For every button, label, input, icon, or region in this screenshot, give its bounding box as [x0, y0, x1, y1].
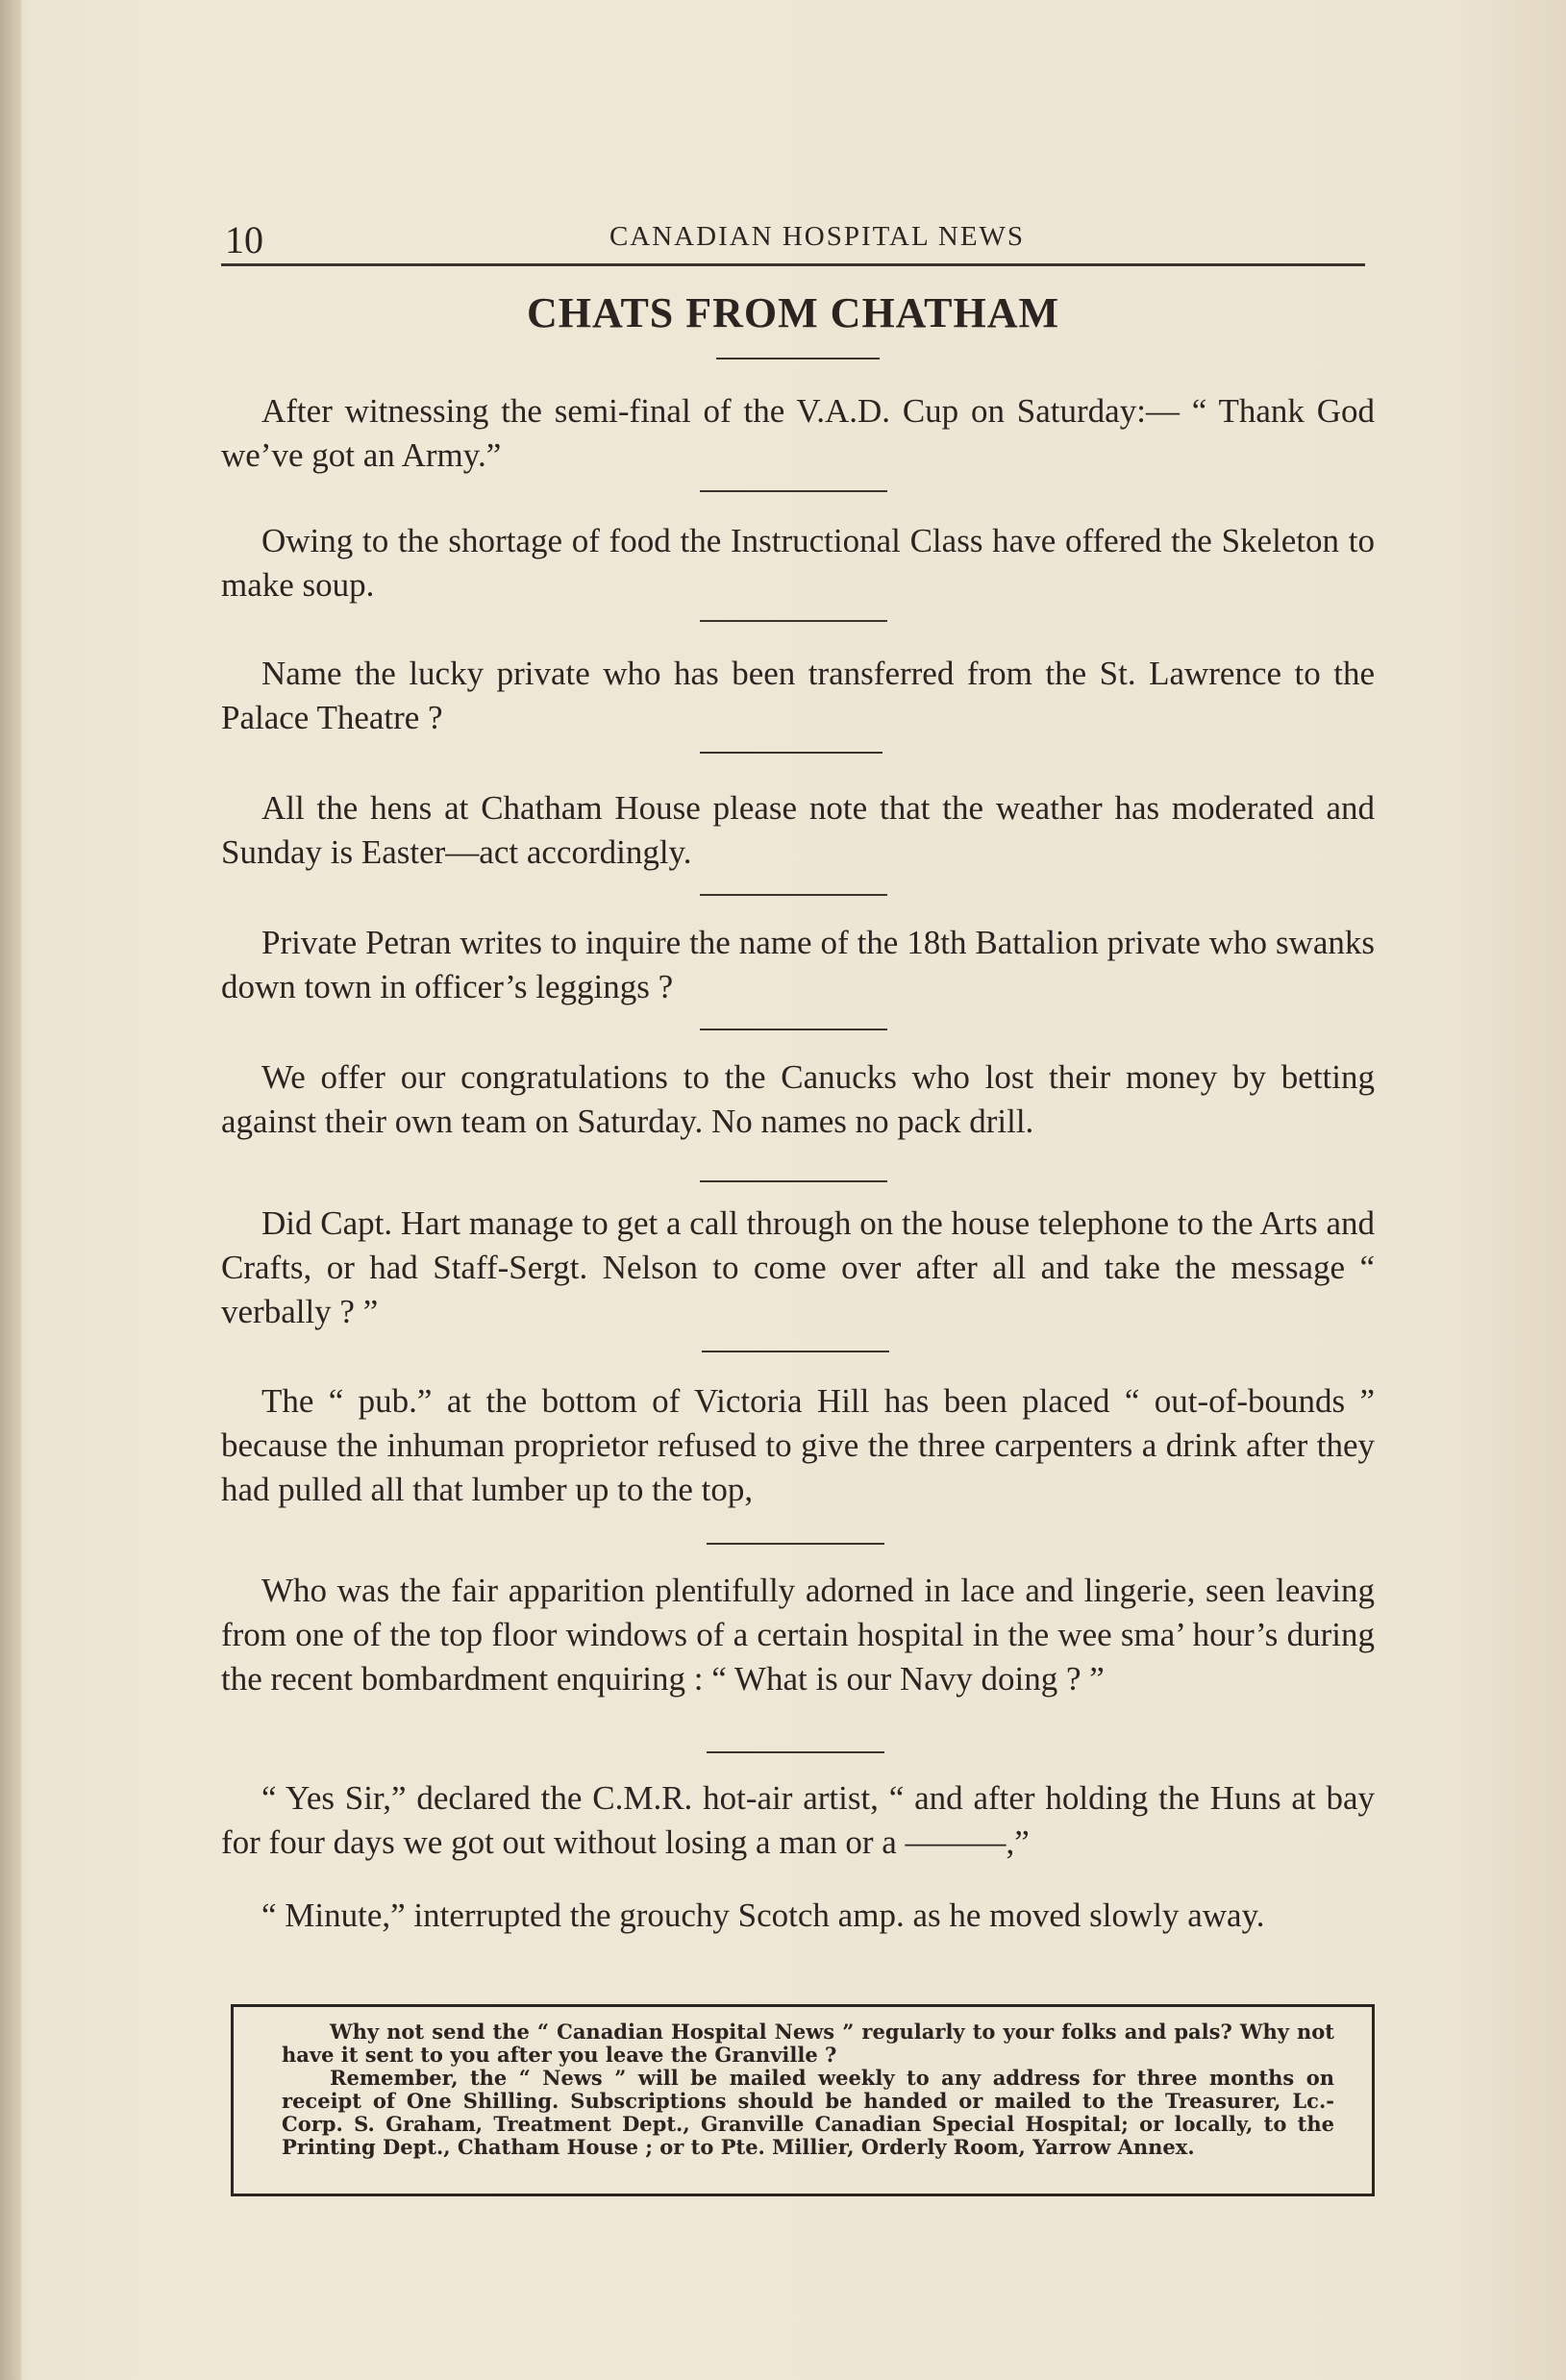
- paragraph: The “ pub.” at the bottom of Victoria Hill has been placed “ out-of-bounds ” because the inhuman proprietor refused to give the three carpenters a drink after they had pulled all that lumber up to the top,: [221, 1382, 1375, 1508]
- paragraph: Who was the fair apparition plentifully adorned in lace and lingerie, seen leaving from one of the top floor windows of a certain hospital in the wee sma’ hour’s during the recent bombardment enquiring : “ What is our Navy doing ? ”: [221, 1572, 1375, 1698]
- paragraph: All the hens at Chatham House please note that the weather has moderated and Sunday is Easter—act accordingly.: [221, 789, 1375, 871]
- subscription-notice-box: [231, 2004, 1375, 2196]
- paragraph: Name the lucky private who has been transferred from the St. Lawrence to the Palace Theatre ?: [221, 655, 1375, 736]
- divider-rule: [700, 752, 882, 754]
- notice-line: Why not send the “ Canadian Hospital News ” regularly to your folks and pals? Why not have it sent to you after you leave the Granville ?: [282, 2020, 1334, 2067]
- paragraph: “ Minute,” interrupted the grouchy Scotch amp. as he moved slowly away.: [261, 1897, 1265, 1934]
- divider-rule: [700, 490, 887, 492]
- divider-rule: [700, 1180, 887, 1182]
- paragraph: After witnessing the semi-final of the V.A.D. Cup on Saturday:— “ Thank God we’ve got an Army.”: [221, 392, 1375, 474]
- paragraph: Owing to the shortage of food the Instructional Class have offered the Skeleton to make soup.: [221, 522, 1375, 604]
- title-rule: [716, 358, 880, 359]
- page-header: [221, 210, 1365, 266]
- paragraph: We offer our congratulations to the Canucks who lost their money by betting against their own team on Saturday. No names no pack drill.: [221, 1058, 1375, 1140]
- paragraph: “ Yes Sir,” declared the C.M.R. hot-air artist, “ and after holding the Huns at bay for four days we got out without losing a man or a ———,”: [221, 1779, 1375, 1861]
- divider-rule: [700, 1029, 887, 1030]
- article-title: CHATS FROM CHATHAM: [526, 289, 1060, 336]
- running-title: CANADIAN HOSPITAL NEWS: [609, 221, 1026, 252]
- subscription-notice: [282, 2021, 1334, 2159]
- divider-rule: [707, 1543, 884, 1545]
- divider-rule: [700, 894, 887, 896]
- binding-edge: [0, 0, 21, 2380]
- page-number: 10: [225, 218, 263, 261]
- notice-line: Remember, the “ News ” will be mailed weekly to any address for three months on receipt of One Shilling. Subscriptions should be handed or mailed to the Treasurer, Lc.-Corp. S. Graham, Treatment Dept., Granville Canadian Special Hospital; or locally, to the Printing Dept., Chatham House ; or to Pte. Millier, Orderly Room, Yarrow Annex.: [282, 2066, 1334, 2159]
- divider-rule: [702, 1351, 889, 1352]
- paragraph: Private Petran writes to inquire the name of the 18th Battalion private who swanks down town in officer’s leggings ?: [221, 924, 1375, 1005]
- paragraph: Did Capt. Hart manage to get a call through on the house telephone to the Arts and Crafts, or had Staff-Sergt. Nelson to come over after all and take the message “ verbally ? ”: [221, 1204, 1375, 1330]
- divider-rule: [700, 620, 887, 622]
- divider-rule: [707, 1751, 884, 1753]
